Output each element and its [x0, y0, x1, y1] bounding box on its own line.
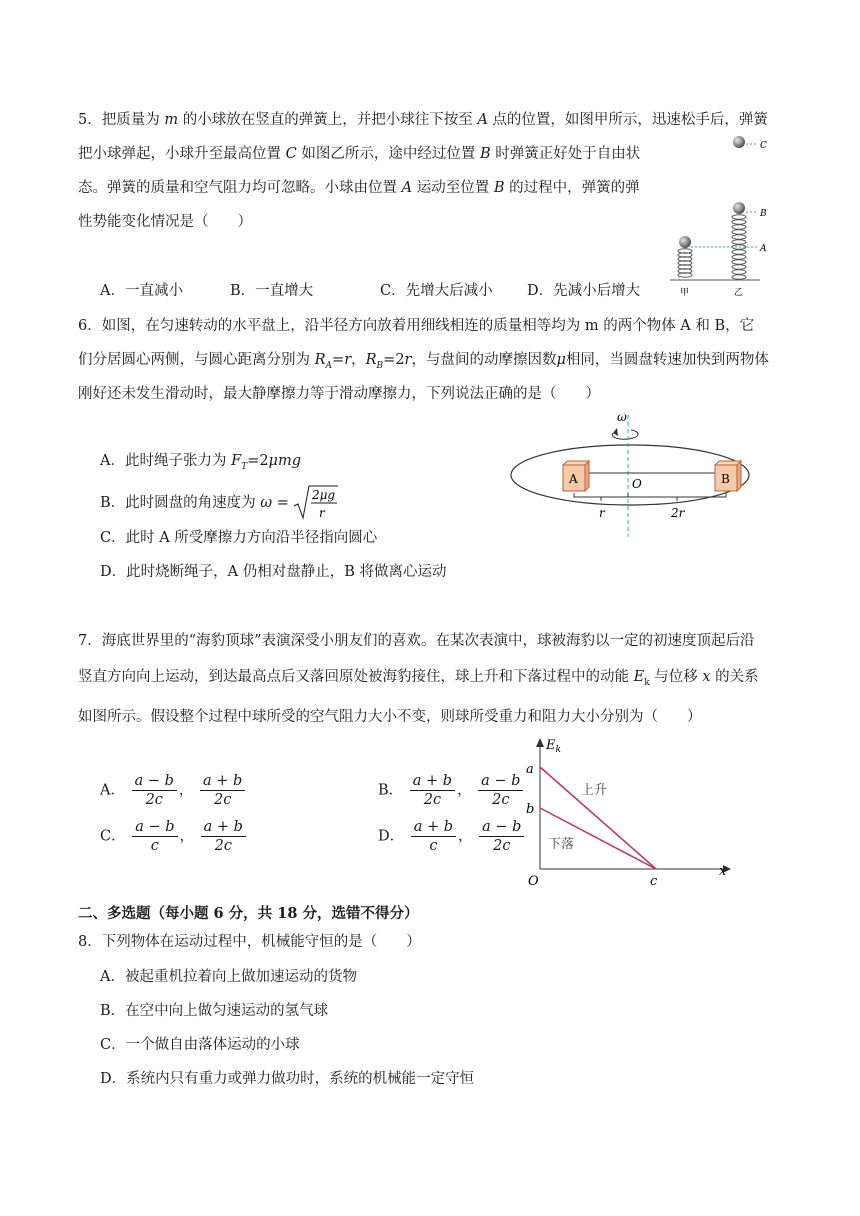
dist-a-label: r — [599, 506, 605, 520]
y-axis-label: $E_k$ — [546, 738, 561, 755]
svg-text:r: r — [319, 506, 326, 520]
brace-r — [574, 493, 628, 501]
q5-option-a: A．一直减小 — [100, 283, 183, 299]
b-label: b — [526, 802, 535, 817]
q5-option-c: C．先增大后减小 — [380, 283, 493, 299]
q8-option-a: A．被起重机拉着向上做加速运动的货物 — [100, 969, 357, 985]
q7-option-d: D． $\frac{a + b}{c}$ ， $\frac{a - b}{2c}$ — [378, 818, 526, 855]
a-label: a — [526, 762, 534, 777]
q6-line-3: 刚好还未发生滑动时，最大静摩擦力等于滑动摩擦力，下列说法正确的是（ ） — [78, 386, 600, 402]
brace-2r — [628, 493, 726, 501]
caption-yi: 乙 — [734, 288, 744, 298]
q8-option-d: D．系统内只有重力或弹力做功时，系统的机械能一定守恒 — [100, 1071, 475, 1087]
c-label: c — [650, 874, 658, 889]
q7-option-a: A． $\frac{a - b}{2c}$ ， $\frac{a + b}{2c}$ — [100, 772, 247, 809]
q5-line-4: 性势能变化情况是（ ） — [78, 214, 252, 230]
q6-line-1: 6．如图，在匀速转动的水平盘上，沿半径方向放着用细线相连的质量相等均为 m 的两个物体 A 和 B，它 — [78, 318, 755, 334]
svg-text:2μg: 2μg — [312, 488, 336, 502]
q6-disc-figure — [505, 405, 775, 540]
q8-option-c: C．一个做自由落体运动的小球 — [100, 1037, 300, 1053]
caption-jia: 甲 — [680, 288, 690, 298]
q7-line-3: 如图所示。假设整个过程中球所受的空气阻力大小不变，则球所受重力和阻力大小分别为（ ） — [78, 709, 702, 725]
omega-label: ω — [617, 410, 627, 424]
q8-stem: 8．下列物体在运动过程中，机械能守恒的是（ ） — [78, 934, 421, 950]
q7-line-1: 7．海底世界里的“海豹顶球”表演深受小朋友们的喜欢。在某次表演中，球被海豹以一定的初速度顶起后沿 — [78, 633, 755, 649]
ball-b-icon — [733, 202, 745, 214]
q7-option-b: B． $\frac{a + b}{2c}$ ， $\frac{a - b}{2c}$ — [378, 772, 525, 809]
q7-line-2: 竖直方向向上运动，到达最高点后又落回原处被海豹接住，球上升和下落过程中的动能 $E_k$ 与位移 x 的关系 — [78, 669, 759, 688]
q6-option-a: A．此时绳子张力为 $F_T=2\mu mg$ — [100, 453, 302, 472]
q6-option-c: C．此时 A 所受摩擦力方向沿半径指向圆心 — [100, 530, 378, 546]
section-2-title: 二、多选题（每小题 6 分，共 18 分，选错不得分） — [78, 905, 419, 922]
block-a-label: A — [569, 472, 578, 486]
label-a: A — [760, 244, 767, 254]
rise-label: 上升 — [581, 783, 608, 798]
q7-option-c: C． $\frac{a - b}{c}$ ， $\frac{a + b}{2c}$ — [100, 818, 248, 855]
q5-option-d: D．先减小后增大 — [527, 283, 641, 299]
q5-line-2: 把小球弹起，小球升至最高位置 C 如图乙所示，途中经过位置 B 时弹簧正好处于自由状 — [78, 146, 641, 162]
fall-label: 下落 — [548, 837, 575, 852]
label-b: B — [760, 209, 767, 219]
q7-ek-graph — [518, 735, 733, 890]
x-axis-label: x — [719, 864, 727, 879]
dist-b-label: 2r — [671, 506, 685, 520]
q8-option-b: B．在空中向上做匀速运动的氢气球 — [100, 1003, 329, 1019]
q5-spring-figure — [660, 130, 780, 300]
q5-line-3: 态。弹簧的质量和空气阻力均可忽略。小球由位置 A 运动至位置 B 的过程中，弹簧的弹 — [78, 180, 640, 196]
block-b-label: B — [721, 472, 730, 486]
q5-line-1: 5．把质量为 m 的小球放在竖直的弹簧上，并把小球往下按至 A 点的位置，如图甲所示，迅速松手后，弹簧 — [78, 112, 768, 128]
ball-c-icon — [733, 136, 745, 148]
q5-option-b: B．一直增大 — [230, 283, 314, 299]
q6-option-b: B．此时圆盘的角速度为 ω = 2μg r — [100, 484, 339, 522]
disc-ellipse — [511, 445, 749, 505]
q6-line-2: 们分居圆心两侧，与圆心距离分别为 $R_A=r$，$R_B=2r$，与盘间的动摩擦因数μ相同，当圆盘转速加快到两物体 — [78, 352, 769, 371]
center-label: O — [632, 477, 642, 491]
spring-jia-icon — [678, 249, 692, 277]
label-c: C — [760, 141, 767, 151]
origin-label: O — [528, 874, 539, 889]
q6-option-d: D．此时烧断绳子，A 仍相对盘静止，B 将做离心运动 — [100, 564, 447, 580]
ball-a-icon — [679, 236, 691, 248]
